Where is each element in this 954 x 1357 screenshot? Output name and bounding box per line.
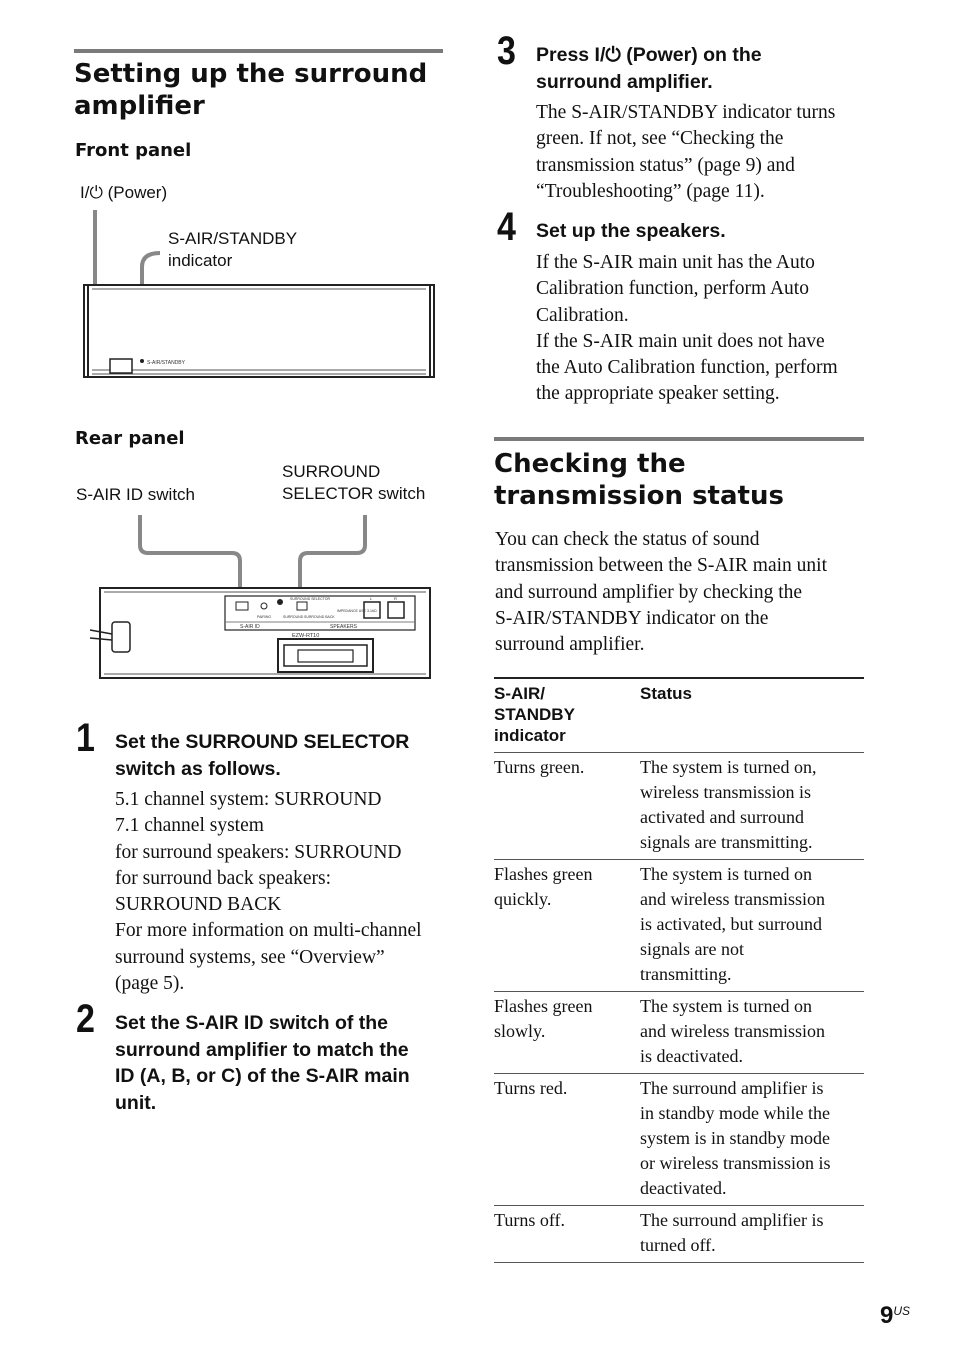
rear-panel-diagram: [80, 510, 450, 690]
rear-panel-heading: Rear panel: [75, 428, 185, 449]
checking-intro: You can check the status of sound transmission between the S-AIR main unit and surround amplifier by checking the S-AIR/STANDBY indicator on the surround amplifier.: [495, 529, 827, 656]
step-4-body: If the S-AIR main unit has the Auto Calibration function, perform Auto Calibration. If the S-AIR main unit does not have the Auto Calibration function, perform the appropriate speaker setting.: [536, 252, 838, 405]
indicator-cell: Flashes green slowly.: [494, 996, 593, 1041]
indicator-cell: Flashes green quickly.: [494, 864, 593, 909]
step-2-heading: Set the S-AIR ID switch of the surround amplifier to match the ID (A, B, or C) of the S-AIR main unit.: [115, 1012, 410, 1114]
section-title-checking: Checking the transmission status: [494, 449, 784, 511]
page-number: $9^{US}$: [880, 1302, 911, 1329]
print-surround-back: SURROUND BACK: [304, 615, 335, 619]
print-impedance: IMPEDANCE USE 3-16Ω: [337, 609, 377, 613]
status-table-header-row: [494, 678, 864, 753]
step-1-number: 1: [76, 716, 95, 760]
amplifier-body: [88, 285, 430, 377]
step-1-body: 5.1 channel system: SURROUND 7.1 channel system for surround speakers: SURROUND for surround back speakers: SURROUND BACK For more information on multi-channel surround systems, see “Overview” (page 5).: [115, 789, 422, 995]
table-row: [494, 992, 864, 1074]
print-surround: SURROUND: [283, 615, 304, 619]
print-model: EZW-RT10: [292, 633, 320, 639]
table-row: [494, 753, 864, 860]
table-row: [494, 1206, 864, 1263]
step-3-number: 3: [497, 29, 516, 73]
section-rule-checking: [494, 437, 864, 441]
print-sair-id: S-AIR ID: [240, 624, 260, 630]
device-print-standby: S-AIR/STANDBY: [147, 360, 185, 366]
selector-switch-label: SURROUND SELECTOR switch: [282, 462, 426, 503]
standby-led-icon: [140, 359, 144, 363]
power-cord-icon: [112, 622, 130, 652]
page-region-suffix: US: [893, 1304, 911, 1318]
sair-id-switch-label: S-AIR ID switch: [76, 485, 196, 504]
pairing-led-icon: [277, 599, 283, 605]
pairing-button-icon: [261, 603, 267, 609]
step-3-heading: Press I/⏻ (Power) on the surround amplifier.: [536, 44, 762, 93]
front-panel-heading: Front panel: [75, 140, 192, 161]
power-label: I/⏻ (Power): [80, 183, 168, 202]
step-4-number: 4: [497, 205, 516, 249]
step-3-body: The S-AIR/STANDBY indicator turns green. If not, see “Checking the transmission status” (page 9) and “Troubleshooting” (page 11).: [536, 102, 836, 202]
standby-indicator-label: S-AIR/STANDBY indicator: [168, 229, 298, 270]
status-table: [494, 677, 864, 1263]
step-1-heading: Set the SURROUND SELECTOR switch as follows.: [115, 731, 410, 780]
print-pairing: PAIRING: [257, 615, 272, 619]
indicator-cell: Turns off.: [494, 1210, 566, 1230]
print-l: L: [370, 596, 373, 601]
table-row: [494, 1074, 864, 1206]
status-cell: The system is turned on, wireless transmission is activated and surround signals are transmitting.: [640, 757, 817, 852]
status-column-header: Status: [640, 684, 692, 703]
print-r: R: [394, 596, 397, 601]
print-selector: SURROUND SELECTOR: [290, 597, 330, 601]
status-cell: The system is turned on and wireless transmission is activated, but surround signals are not transmitting.: [640, 864, 825, 984]
section-rule-setup: [74, 49, 443, 53]
sair-id-switch-icon: [236, 602, 248, 610]
status-cell: The system is turned on and wireless transmission is deactivated.: [640, 996, 825, 1066]
status-cell: The surround amplifier is turned off.: [640, 1210, 824, 1255]
indicator-column-header: S-AIR/ STANDBY indicator: [494, 684, 575, 745]
step-2-number: 2: [76, 997, 95, 1041]
speaker-terminal-r-icon: [388, 602, 404, 618]
surround-selector-switch-icon: [297, 602, 307, 610]
status-cell: The surround amplifier is in standby mode while the system is in standby mode or wireless transmission is deactivated.: [640, 1078, 831, 1198]
step-4-heading: Set up the speakers.: [536, 220, 726, 242]
print-speakers: SPEAKERS: [330, 624, 357, 630]
table-row: [494, 860, 864, 992]
indicator-cell: Turns red.: [494, 1078, 568, 1098]
front-panel-figure: [70, 175, 450, 390]
section-title-setup: Setting up the surround amplifier: [74, 59, 428, 121]
power-button-icon: [110, 359, 132, 373]
rear-panel-figure: [80, 510, 450, 690]
front-panel-diagram: [70, 175, 450, 390]
indicator-cell: Turns green.: [494, 757, 585, 777]
